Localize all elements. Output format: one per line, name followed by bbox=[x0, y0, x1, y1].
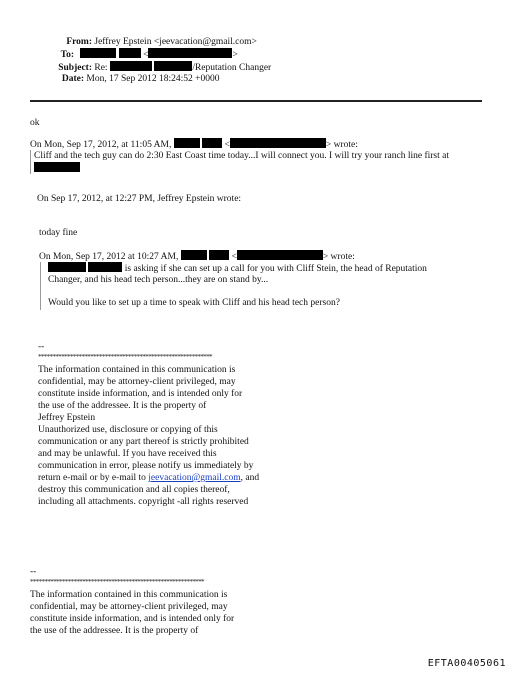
quote1-intro-end: > wrote: bbox=[325, 140, 358, 150]
redaction bbox=[48, 262, 86, 272]
redaction bbox=[230, 138, 326, 148]
disclaimer1-line-text: return e-mail or by e-mail to bbox=[38, 473, 146, 483]
quote1-intro-text: On Mon, Sep 17, 2012, at 11:05 AM, bbox=[30, 140, 172, 150]
to-gt: > bbox=[232, 50, 238, 60]
disclaimer1-line: including all attachments. copyright -all rights reserved bbox=[38, 497, 249, 507]
to-label: To: bbox=[60, 50, 74, 60]
quote2-text: today fine bbox=[39, 228, 78, 238]
quote3-line3: Would you like to set up a time to speak with Cliff and his head tech person? bbox=[48, 298, 340, 308]
to-lt: < bbox=[143, 50, 149, 60]
quote3-intro-end: > wrote: bbox=[322, 252, 355, 262]
quote3-line1-text: is asking if she can set up a call for you with Cliff Stein, the head of Reputation bbox=[124, 264, 427, 274]
redaction bbox=[88, 262, 122, 272]
subject-prefix: Re: bbox=[94, 63, 108, 73]
to-row bbox=[40, 48, 238, 61]
subject-label: Subject: bbox=[58, 63, 92, 73]
date-value: Mon, 17 Sep 2012 18:24:52 +0000 bbox=[86, 74, 220, 84]
redaction bbox=[209, 250, 229, 260]
reply-text: ok bbox=[30, 118, 40, 128]
disclaimer1-line: Unauthorized use, disclosure or copying of this bbox=[38, 425, 218, 435]
disclaimer1-line: Jeffrey Epstein bbox=[38, 413, 96, 423]
disclaimer2-stars: ************************************************************ bbox=[30, 578, 205, 586]
redaction bbox=[148, 48, 232, 58]
redaction bbox=[34, 162, 80, 172]
disclaimer2-line: The information contained in this communication is bbox=[30, 590, 228, 600]
disclaimer1-line: communication in error, please notify us immediately by bbox=[38, 461, 254, 471]
redaction bbox=[110, 61, 152, 71]
redaction bbox=[237, 250, 323, 260]
redaction bbox=[80, 48, 116, 58]
disclaimer1-dash: -- bbox=[38, 342, 45, 352]
disclaimer2-line: the use of the addressee. It is the property of bbox=[30, 626, 199, 636]
disclaimer2-body bbox=[30, 589, 234, 637]
quote3-intro-lt: < bbox=[231, 252, 237, 262]
disclaimer2-dash: -- bbox=[30, 567, 37, 577]
email-link[interactable]: jeevacation@gmail.com bbox=[148, 473, 241, 483]
redaction bbox=[181, 250, 207, 260]
header-divider bbox=[30, 100, 482, 102]
disclaimer2-line: constitute inside information, and is intended only for bbox=[30, 614, 235, 624]
quote2-intro: On Sep 17, 2012, at 12:27 PM, Jeffrey Epstein wrote: bbox=[37, 194, 242, 204]
date-label: Date: bbox=[61, 74, 84, 84]
disclaimer2-line: confidential, may be attorney-client privileged, may bbox=[30, 602, 228, 612]
disclaimer1-body bbox=[38, 364, 259, 508]
disclaimer1-line: communication or any part thereof is strictly prohibited bbox=[38, 437, 249, 447]
disclaimer1-line-text: , and bbox=[240, 473, 260, 483]
disclaimer1-line: the use of the addressee. It is the property of bbox=[38, 401, 207, 411]
redaction bbox=[174, 138, 200, 148]
disclaimer1-line: constitute inside information, and is intended only for bbox=[38, 389, 243, 399]
quote3-bar bbox=[40, 262, 41, 310]
quote3-intro-text: On Mon, Sep 17, 2012 at 10:27 AM, bbox=[39, 252, 179, 262]
quote1-intro-lt: < bbox=[224, 140, 230, 150]
redaction bbox=[202, 138, 222, 148]
date-row bbox=[40, 73, 219, 85]
redaction bbox=[154, 61, 192, 71]
from-label: From: bbox=[66, 37, 92, 47]
quote1-bar bbox=[30, 150, 31, 174]
disclaimer1-line: The information contained in this communication is bbox=[38, 365, 236, 375]
disclaimer1-line: confidential, may be attorney-client privileged, may bbox=[38, 377, 236, 387]
quote1-text: Cliff and the tech guy can do 2:30 East Coast time today...I will connect you. I will try your ranch line first at bbox=[34, 151, 449, 161]
from-value: Jeffrey Epstein <jeevacation@gmail.com> bbox=[94, 37, 257, 47]
quote3-line2: Changer, and his head tech person...they are on stand by... bbox=[48, 275, 269, 285]
redaction bbox=[119, 48, 141, 58]
document-id: EFTA00405061 bbox=[427, 658, 506, 669]
disclaimer1-stars: ************************************************************ bbox=[38, 353, 213, 361]
disclaimer1-line: destroy this communication and all copies thereof, bbox=[38, 485, 230, 495]
disclaimer1-line: and may be unlawful. If you have received this bbox=[38, 449, 217, 459]
subject-suffix: /Reputation Changer bbox=[192, 63, 272, 73]
disclaimer1-line bbox=[38, 472, 259, 484]
from-row bbox=[40, 36, 257, 48]
quote1-redacted-line bbox=[34, 162, 80, 175]
